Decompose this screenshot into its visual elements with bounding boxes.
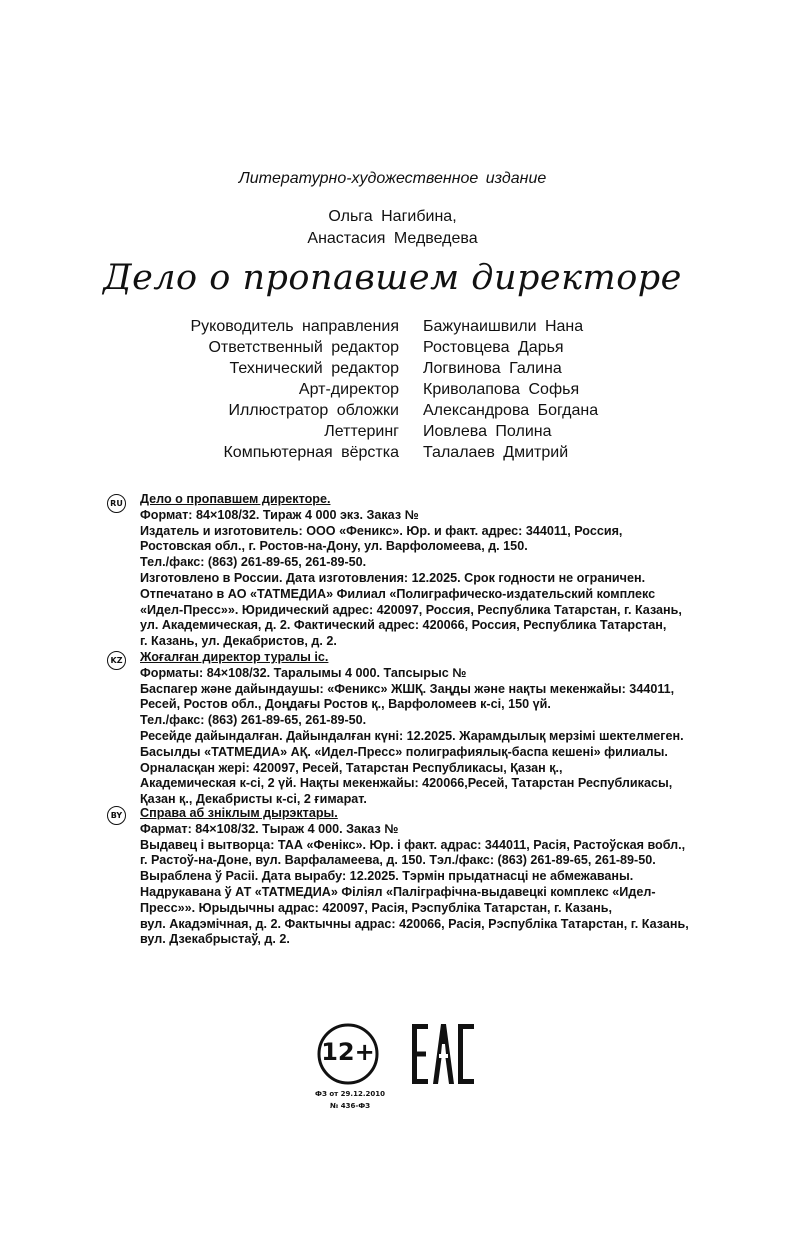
credit-row — [0, 318, 785, 339]
credit-row — [0, 423, 785, 444]
age-rating-label: 12+ — [321, 1038, 375, 1066]
law-reference-line-2: № 436-ФЗ — [329, 1102, 371, 1110]
credit-name: Криволапова Софья — [423, 381, 580, 398]
imprint-by — [140, 806, 720, 948]
imprint-line: Жоғалған директор туралы іс. — [140, 650, 329, 664]
credit-row — [0, 444, 785, 465]
credits-list — [0, 318, 785, 465]
ru-language-badge: RU — [107, 494, 126, 513]
credit-row — [0, 339, 785, 360]
imprint-line: Формат: 84×108/32. Тираж 4 000 экз. Заказ № — [140, 507, 419, 522]
imprint-line: Басылды «ТАТМЕДИА» АҚ. «Идел-Пресс» полиграфиялық-баспа кешені» филиалы. — [140, 744, 668, 759]
imprint-line: Тел./факс: (863) 261-89-65, 261-89-50. — [140, 555, 367, 570]
imprint-line: Форматы: 84×108/32. Таралымы 4 000. Тапсырыс № — [140, 665, 467, 680]
imprint-line: Издатель и изготовитель: ООО «Феникс». Юр. и факт. адрес: 344011, Россия, — [140, 523, 623, 538]
credit-row — [0, 360, 785, 381]
credit-role: Ответственный редактор — [208, 339, 399, 356]
credit-role: Леттеринг — [324, 423, 399, 440]
kz-language-badge: KZ — [107, 651, 126, 670]
credit-name: Ростовцева Дарья — [423, 339, 564, 356]
credit-name: Талалаев Дмитрий — [423, 444, 569, 461]
imprint-line: Ресей, Ростов обл., Доңдағы Ростов қ., Варфоломеев к-сі, 150 үй. — [140, 697, 551, 712]
credit-row — [0, 381, 785, 402]
imprint-line: Надрукавана ў АТ «ТАТМЕДИА» Філіял «Паліграфічна-выдавецкі комплекс «Идел- — [140, 884, 656, 899]
imprint-line: г. Растоў-на-Доне, вул. Варфаламеева, д. 150. Тэл./факс: (863) 261-89-65, 261-89-50. — [140, 853, 656, 868]
book-title: Дело о пропавшем директоре — [103, 258, 682, 298]
imprint-line: Выдавец і вытворца: ТАА «Фенікс». Юр. і факт. адрас: 344011, Расія, Растоўская вобл., — [140, 837, 686, 852]
imprint-line: «Идел-Пресс»». Юридический адрес: 420097, Россия, Республика Татарстан, г. Казань, — [140, 602, 682, 617]
imprint-line: г. Казань, ул. Декабристов, д. 2. — [140, 634, 337, 649]
imprint-line: Дело о пропавшем директоре. — [140, 492, 331, 506]
credit-role: Арт-директор — [298, 381, 399, 398]
credit-name: Логвинова Галина — [423, 360, 562, 377]
imprint-line: Фармат: 84×108/32. Тыраж 4 000. Заказ № — [140, 821, 399, 836]
imprint-line: вул. Акадэмічная, д. 2. Фактычны адрас: 420066, Расія, Рэспубліка Татарстан, г. Казань, — [140, 916, 689, 931]
credit-name: Бажунаишвили Нана — [423, 318, 584, 335]
imprint-line: Изготовлено в России. Дата изготовления: 12.2025. Срок годности не ограничен. — [140, 570, 646, 585]
author-1: Ольга Нагибина, — [328, 208, 457, 225]
imprint-line: Пресс»». Юрыдычны адрас: 420097, Расія, Рэспубліка Татарстан, г. Казань, — [140, 900, 612, 915]
author-2: Анастасия Медведева — [307, 230, 478, 247]
imprint-line: Баспагер және дайындаушы: «Феникс» ЖШҚ. Заңды және нақты мекенжайы: 344011, — [140, 681, 675, 696]
imprint-line: Выраблена ў Расіі. Дата вырабу: 12.2025. Тэрмін прыдатнасці не абмежаваны. — [140, 869, 634, 884]
imprint-line: Ростовская обл., г. Ростов-на-Дону, ул. Варфоломеева, д. 150. — [140, 539, 528, 554]
credit-role: Технический редактор — [229, 360, 399, 377]
imprint-line: Қазан қ., Декабристы к-сі, 2 ғимарат. — [140, 792, 367, 807]
eac-mark-icon — [412, 1024, 474, 1084]
imprint-line: Отпечатано в АО «ТАТМЕДИА» Филиал «Полиграфическо-издательский комплекс — [140, 586, 656, 601]
imprint-line: Справа аб зніклым дырэктары. — [140, 806, 338, 820]
imprint-line: Академическая к-сі, 2 үй. Нақты мекенжайы: 420066,Ресей, Татарстан Республикасы, — [140, 776, 673, 791]
genre-line: Литературно-художественное издание — [238, 170, 547, 187]
imprint-ru — [140, 492, 720, 650]
imprint-line: Тел./факс: (863) 261-89-65, 261-89-50. — [140, 713, 367, 728]
by-language-badge: BY — [107, 806, 126, 825]
credit-role: Руководитель направления — [190, 318, 399, 335]
credit-role: Иллюстратор обложки — [228, 402, 399, 419]
credit-name: Александрова Богдана — [423, 402, 599, 419]
credit-role: Компьютерная вёрстка — [223, 444, 399, 461]
law-reference-line-1: ФЗ от 29.12.2010 — [315, 1090, 385, 1098]
credit-row — [0, 402, 785, 423]
imprint-kz — [140, 650, 720, 808]
imprint-line: вул. Дзекабрыстаў, д. 2. — [140, 932, 290, 947]
credit-name: Иовлева Полина — [423, 423, 552, 440]
imprint-line: Орналасқан жері: 420097, Ресей, Татарстан Республикасы, Қазан қ., — [140, 760, 563, 775]
imprint-line: ул. Академическая, д. 2. Фактический адрес: 420066, Россия, Республика Татарстан, — [140, 618, 667, 633]
imprint-line: Ресейде дайындалған. Дайындалған күні: 12.2025. Жарамдылық мерзімі шектелмеген. — [140, 728, 684, 743]
